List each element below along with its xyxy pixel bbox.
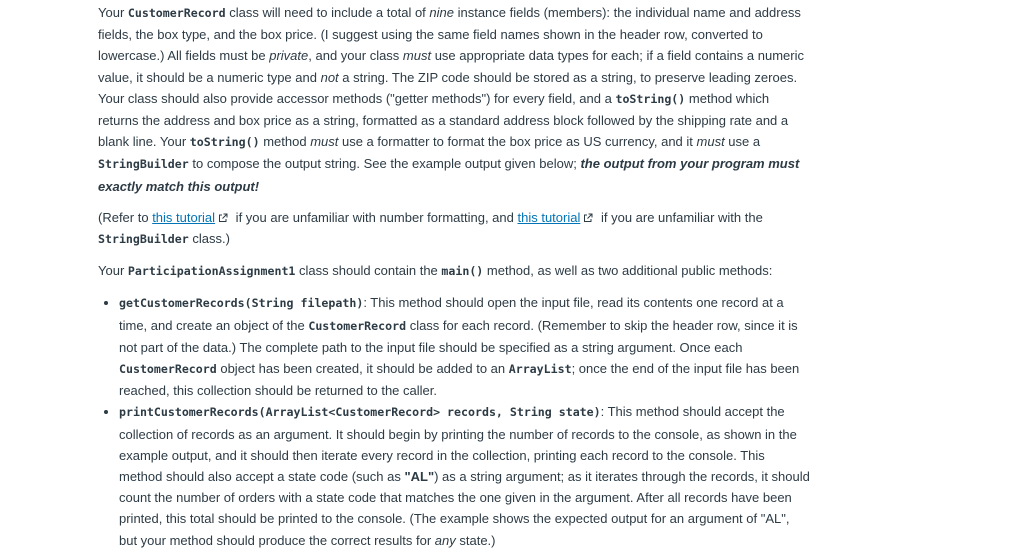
text: ; once the end of the input file has been reached, this collection should be returned to the caller. (119, 361, 800, 399)
method-list (98, 292, 810, 550)
text: method which returns the address and box price as a string, formatted as a standard address block followed by the shipping rate and a blank line. Your (98, 90, 789, 150)
code-participation-assignment: ParticipationAssignment1 (127, 264, 296, 279)
text: method (259, 134, 311, 150)
text: use a (724, 134, 761, 150)
emphasis: any (434, 532, 456, 548)
code-stringbuilder: StringBuilder (98, 232, 189, 247)
text: ) as a string argument; as it iterates through the records, it should count the number of orders with a state code that matches the one given in the argument. After all records have been printed, this total should be printed to the console. (The example shows the expected output for an argument of "AL", but your method should produce the correct results for (119, 469, 810, 548)
emphasis: not (320, 69, 339, 85)
text: state.) (455, 532, 496, 548)
text: : This method should accept the collection of records as an argument. It should begin by printing the number of records to the console, as shown in the example output, and it should then iterate every record in the collection, printing each record to the console. This method should also accept a state code (such as (119, 404, 797, 485)
text: to compose the output string. See the example output given below; (188, 156, 581, 172)
external-link-icon (583, 213, 593, 223)
emphasis: must (402, 48, 432, 64)
paragraph-refer (98, 207, 810, 250)
text: Your (98, 263, 128, 279)
text: : This method should open the input file, read its contents one record at a time, and create an object of the (119, 295, 784, 333)
emphasis: nine (429, 5, 454, 20)
code-arraylist: ArrayList (508, 362, 572, 377)
paragraph-participation-class (98, 260, 810, 282)
emphasis: must (310, 134, 339, 150)
bold-text: "AL" (404, 469, 435, 485)
text: use a formatter to format the box price as US currency, and it (338, 134, 697, 150)
code-tostring: toString() (615, 91, 686, 106)
code-get-customer-records: getCustomerRecords(String filepath) (119, 296, 364, 311)
code-tostring: toString() (189, 135, 260, 150)
text: Your (98, 5, 128, 20)
tutorial-link-stringbuilder[interactable]: this tutorial (517, 209, 581, 225)
emphasis: must (696, 134, 725, 150)
paragraph-customer-record (98, 2, 810, 197)
text: class for each record. (Remember to skip the header row, since it is not part of the data.) The complete path to the input file should be specified as a string argument. Once each (119, 317, 798, 355)
code-stringbuilder: StringBuilder (98, 157, 189, 172)
code-print-customer-records: printCustomerRecords(ArrayList<CustomerRecord> records, String state) (119, 405, 601, 420)
text: method, as well as two additional public methods: (483, 263, 773, 279)
text: class will need to include a total of (225, 5, 430, 20)
strong-emphasis: the output from your program must exactly match this output! (98, 156, 800, 194)
text: class.) (188, 231, 230, 247)
tutorial-link-number-formatting[interactable]: this tutorial (152, 209, 216, 225)
list-item-print-customer-records (119, 401, 810, 550)
text: a string. The ZIP code should be stored as a string, to preserve leading zeroes. Your class should also provide accessor methods ("getter methods") for every field, and a (98, 69, 798, 106)
text: class should contain the (295, 263, 442, 279)
code-customer-record: CustomerRecord (119, 362, 217, 377)
code-customer-record: CustomerRecord (127, 6, 226, 20)
emphasis: private (269, 48, 309, 64)
text: use appropriate data types for each; if a field contains a numeric value, it should be a numeric type and (98, 48, 804, 85)
list-item-get-customer-records (119, 292, 810, 401)
code-main: main() (441, 264, 484, 279)
text: , and your class (308, 48, 403, 64)
text: (Refer to (98, 209, 153, 225)
text: instance fields (members): the individual name and address fields, the box type, and the box price. (I suggest using the same field names shown in the header row, converted to lowercase.) All fields must be (98, 5, 801, 64)
text: if you are unfamiliar with number formatting, and (232, 209, 518, 225)
text: object has been created, it should be added to an (216, 361, 509, 377)
code-customer-record: CustomerRecord (308, 318, 407, 333)
external-link-icon (218, 213, 228, 223)
text: if you are unfamiliar with the (597, 209, 763, 225)
assignment-content (98, 2, 810, 551)
